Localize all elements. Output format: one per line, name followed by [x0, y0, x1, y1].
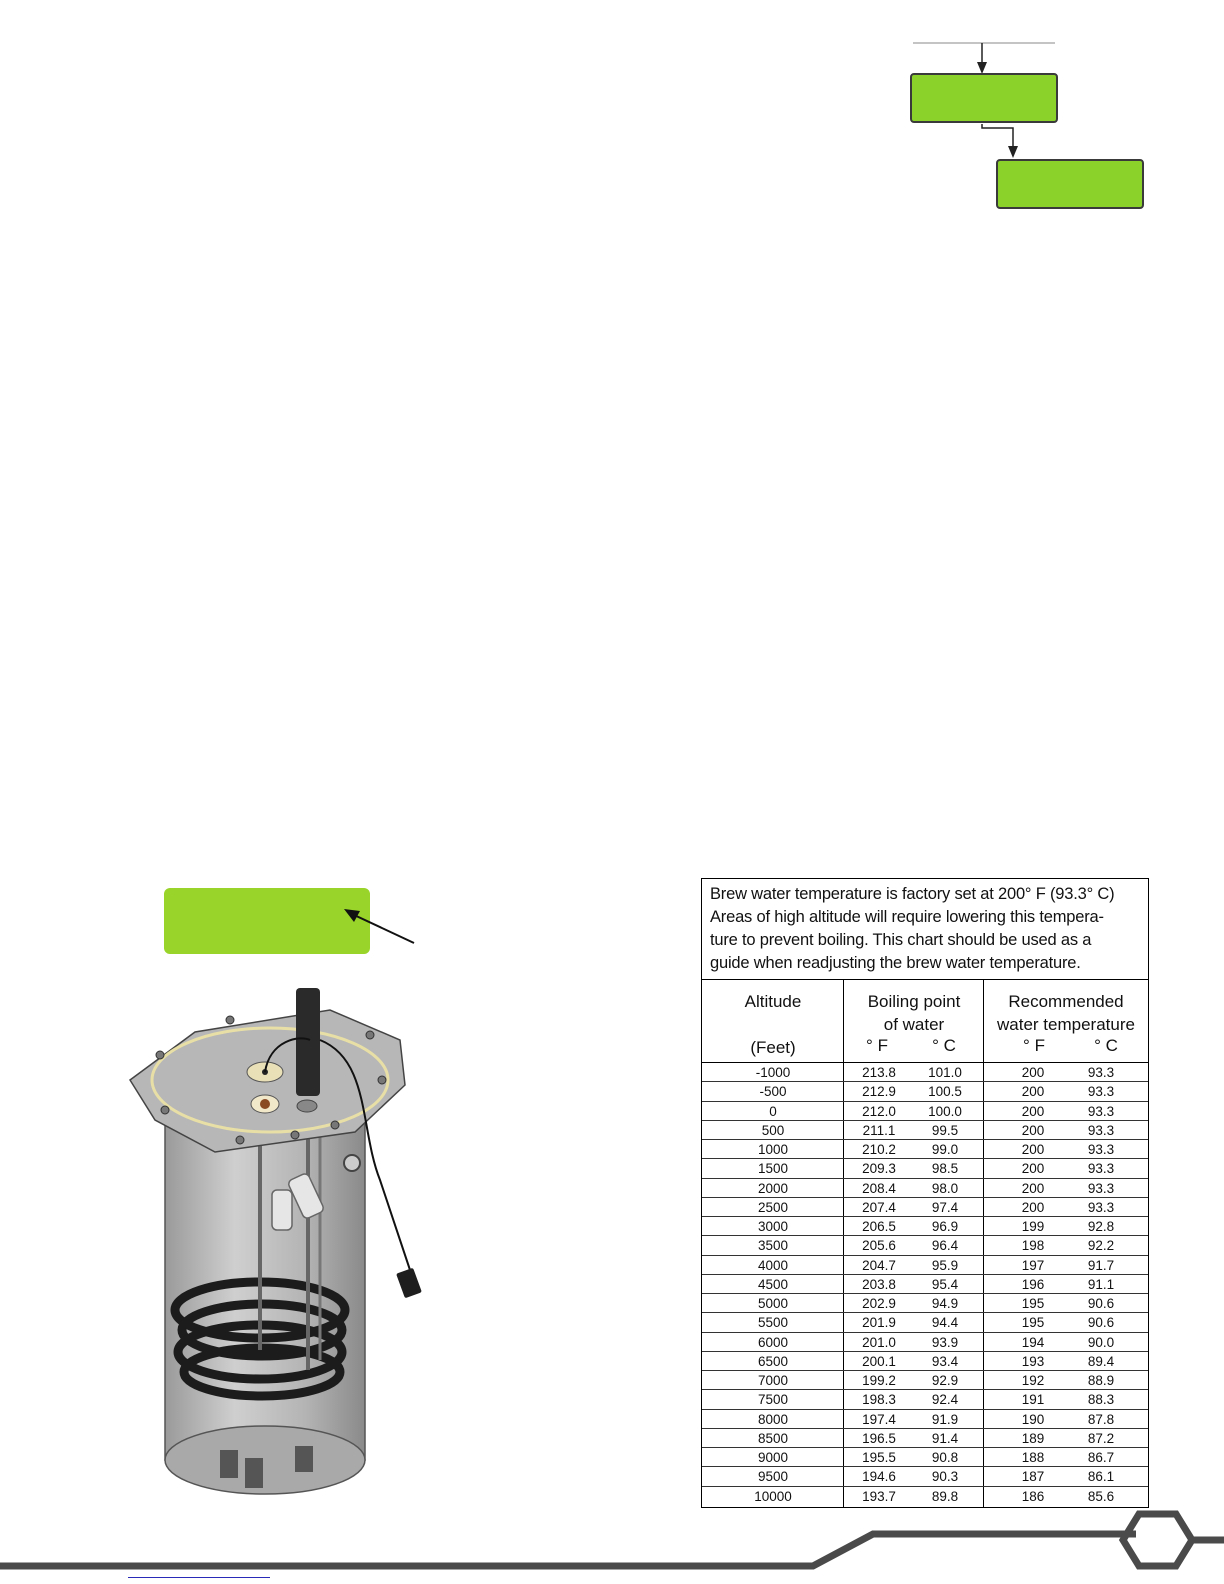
table-cell: 90.6	[1087, 1296, 1115, 1311]
table-cell: 207.4	[862, 1199, 896, 1215]
table-cell: 94.4	[931, 1315, 959, 1331]
table-cell: 195	[1021, 1315, 1045, 1331]
table-cell: 202.9	[862, 1296, 896, 1311]
table-cell: 101.0	[928, 1065, 962, 1080]
table-cell: 195.5	[862, 1450, 896, 1465]
header-boiling-1: Boiling point	[867, 992, 961, 1011]
table-cell: 200	[1021, 1199, 1045, 1215]
table-cell: 86.7	[1087, 1450, 1115, 1465]
table-cell: 200	[1021, 1122, 1045, 1138]
table-cell: 8500	[757, 1430, 789, 1446]
table-row	[702, 1256, 1148, 1275]
table-cell: 7500	[757, 1392, 789, 1408]
table-cell: 196	[1021, 1276, 1045, 1292]
table-cell: 191	[1021, 1392, 1045, 1408]
table-cell: 6000	[757, 1334, 789, 1350]
table-cell: 90.3	[931, 1469, 959, 1485]
intro-line: ture to prevent boiling. This chart should be used as a	[710, 931, 1092, 949]
table-cell: 203.8	[862, 1276, 896, 1292]
callout-arrow	[330, 900, 430, 950]
table-row	[702, 1063, 1148, 1082]
table-cell: 197.4	[862, 1411, 896, 1427]
table-cell: 100.0	[928, 1103, 962, 1119]
table-cell: 93.3	[1087, 1122, 1115, 1138]
table-cell: 208.4	[862, 1180, 896, 1196]
table-cell: -1000	[755, 1065, 791, 1080]
intro-line: guide when readjusting the brew water temperature.	[710, 954, 1081, 972]
table-cell: 192	[1021, 1373, 1045, 1388]
table-cell: 193.7	[862, 1488, 896, 1504]
table-cell: 10000	[754, 1488, 792, 1504]
tank-bottom	[165, 1426, 365, 1494]
table-cell: 200	[1021, 1161, 1045, 1177]
table-cell: 99.5	[931, 1122, 959, 1138]
table-cell: 1000	[757, 1142, 789, 1157]
table-cell: 199.2	[862, 1373, 896, 1388]
flow-box-2	[996, 159, 1144, 209]
table-cell: 86.1	[1087, 1469, 1115, 1485]
table-cell: 95.9	[931, 1257, 959, 1273]
table-row	[702, 1102, 1148, 1121]
table-cell: 9500	[757, 1469, 789, 1485]
connector-icon	[396, 1268, 422, 1299]
intro-line: Brew water temperature is factory set at 200° F (93.3° C)	[710, 885, 1115, 903]
table-row	[702, 1371, 1148, 1390]
table-cell: 100.5	[928, 1084, 962, 1100]
header-boiling-2: of water	[883, 1015, 945, 1034]
table-cell: 194	[1021, 1334, 1045, 1350]
table-cell: 92.9	[931, 1373, 959, 1388]
header-boiling-c: ° C	[932, 1036, 956, 1055]
table-cell: 97.4	[931, 1199, 959, 1215]
table-cell: 188	[1021, 1450, 1045, 1465]
header-recommended-1: Recommended	[1008, 992, 1124, 1011]
table-body	[702, 1063, 1148, 1506]
table-cell: -500	[759, 1084, 787, 1100]
table-cell: 205.6	[862, 1238, 896, 1254]
table-cell: 500	[761, 1122, 785, 1138]
table-header	[702, 980, 1148, 1063]
table-cell: 210.2	[862, 1142, 896, 1157]
table-row	[702, 1121, 1148, 1140]
table-row	[702, 1236, 1148, 1255]
table-cell: 96.4	[931, 1238, 959, 1254]
table-cell: 5500	[757, 1315, 789, 1331]
table-cell: 201.9	[862, 1315, 896, 1331]
table-cell: 93.3	[1087, 1065, 1115, 1080]
header-altitude-unit: (Feet)	[750, 1038, 796, 1057]
table-cell: 88.9	[1087, 1373, 1115, 1388]
table-cell: 88.3	[1087, 1392, 1115, 1408]
table-cell: 200.1	[862, 1353, 896, 1369]
table-cell: 7000	[757, 1373, 789, 1388]
header-recommended-c: ° C	[1094, 1036, 1118, 1055]
table-row	[702, 1333, 1148, 1352]
table-cell: 201.0	[862, 1334, 896, 1350]
table-cell: 204.7	[862, 1257, 896, 1273]
flow-arrowhead-2	[1008, 146, 1018, 158]
table-cell: 93.9	[931, 1334, 959, 1350]
table-row	[702, 1352, 1148, 1371]
table-cell: 94.9	[931, 1296, 959, 1311]
table-cell: 93.4	[931, 1353, 959, 1369]
table-cell: 99.0	[931, 1142, 959, 1157]
footer-band	[0, 1500, 1224, 1584]
table-cell: 93.3	[1087, 1180, 1115, 1196]
table-cell: 89.4	[1087, 1353, 1115, 1369]
table-cell: 90.0	[1087, 1334, 1115, 1350]
table-cell: 87.8	[1087, 1411, 1115, 1427]
table-cell: 200	[1021, 1065, 1045, 1080]
table-cell: 95.4	[931, 1276, 959, 1292]
table-row	[702, 1410, 1148, 1429]
table-row	[702, 1467, 1148, 1486]
table-cell: 212.0	[862, 1103, 896, 1119]
table-cell: 5000	[757, 1296, 789, 1311]
table-row	[702, 1198, 1148, 1217]
table-cell: 91.7	[1087, 1257, 1115, 1273]
table-cell: 0	[769, 1103, 777, 1119]
table-row	[702, 1294, 1148, 1313]
table-cell: 90.8	[931, 1450, 959, 1465]
table-cell: 197	[1021, 1257, 1045, 1273]
table-cell: 98.0	[931, 1180, 959, 1196]
table-cell: 85.6	[1087, 1488, 1115, 1504]
table-cell: 200	[1021, 1142, 1045, 1157]
footer-link-underline	[128, 1577, 270, 1578]
header-recommended-f: ° F	[1023, 1036, 1045, 1055]
table-cell: 93.3	[1087, 1142, 1115, 1157]
header-altitude: Altitude	[744, 992, 802, 1011]
table-cell: 1500	[757, 1161, 789, 1177]
table-cell: 196.5	[862, 1430, 896, 1446]
table-cell: 186	[1021, 1488, 1045, 1504]
altitude-temperature-table	[701, 878, 1149, 1508]
table-cell: 194.6	[862, 1469, 896, 1485]
intro-line: Areas of high altitude will require lowering this tempera-	[710, 908, 1104, 926]
table-row	[702, 1390, 1148, 1409]
hexagon-icon	[1123, 1514, 1192, 1566]
table-cell: 3000	[757, 1219, 789, 1234]
table-cell: 96.9	[931, 1219, 959, 1234]
table-cell: 89.8	[931, 1488, 959, 1504]
table-cell: 195	[1021, 1296, 1045, 1311]
table-cell: 211.1	[862, 1122, 896, 1138]
table-intro	[702, 879, 1148, 980]
boiler-tank-illustration	[120, 980, 440, 1510]
table-row	[702, 1140, 1148, 1159]
table-cell: 198.3	[862, 1392, 896, 1408]
table-cell: 91.9	[931, 1411, 959, 1427]
header-boiling-f: ° F	[866, 1036, 888, 1055]
table-cell: 6500	[757, 1353, 789, 1369]
table-cell: 190	[1021, 1411, 1045, 1427]
table-cell: 187	[1021, 1469, 1045, 1485]
table-cell: 93.3	[1087, 1084, 1115, 1100]
level-probe-icon	[296, 988, 320, 1096]
table-cell: 4000	[757, 1257, 789, 1273]
table-cell: 199	[1021, 1219, 1045, 1234]
table-row	[702, 1082, 1148, 1101]
table-cell: 9000	[757, 1450, 789, 1465]
table-cell: 209.3	[862, 1161, 896, 1177]
table-cell: 90.6	[1087, 1315, 1115, 1331]
table-cell: 91.4	[931, 1430, 959, 1446]
table-cell: 3500	[757, 1238, 789, 1254]
table-cell: 193	[1021, 1353, 1045, 1369]
table-cell: 2000	[757, 1180, 789, 1196]
table-cell: 8000	[757, 1411, 789, 1427]
table-cell: 212.9	[862, 1084, 896, 1100]
table-cell: 87.2	[1087, 1430, 1115, 1446]
table-cell: 206.5	[862, 1219, 896, 1234]
table-cell: 200	[1021, 1103, 1045, 1119]
table-row	[702, 1275, 1148, 1294]
table-cell: 92.2	[1087, 1238, 1115, 1254]
table-cell: 93.3	[1087, 1161, 1115, 1177]
table-cell: 2500	[757, 1199, 789, 1215]
table-cell: 98.5	[931, 1161, 959, 1177]
table-row	[702, 1159, 1148, 1178]
table-row	[702, 1179, 1148, 1198]
table-cell: 200	[1021, 1180, 1045, 1196]
table-cell: 91.1	[1087, 1276, 1115, 1292]
table-cell: 198	[1021, 1238, 1045, 1254]
table-row	[702, 1217, 1148, 1236]
table-cell: 92.4	[931, 1392, 959, 1408]
table-row	[702, 1429, 1148, 1448]
table-row	[702, 1313, 1148, 1332]
table-cell: 93.3	[1087, 1199, 1115, 1215]
table-cell: 4500	[757, 1276, 789, 1292]
table-cell: 213.8	[862, 1065, 896, 1080]
table-cell: 189	[1021, 1430, 1045, 1446]
header-recommended-2: water temperature	[997, 1015, 1135, 1034]
table-cell: 92.8	[1087, 1219, 1115, 1234]
table-cell: 200	[1021, 1084, 1045, 1100]
table-row	[702, 1448, 1148, 1467]
flow-box-1	[910, 73, 1058, 123]
table-cell: 93.3	[1087, 1103, 1115, 1119]
